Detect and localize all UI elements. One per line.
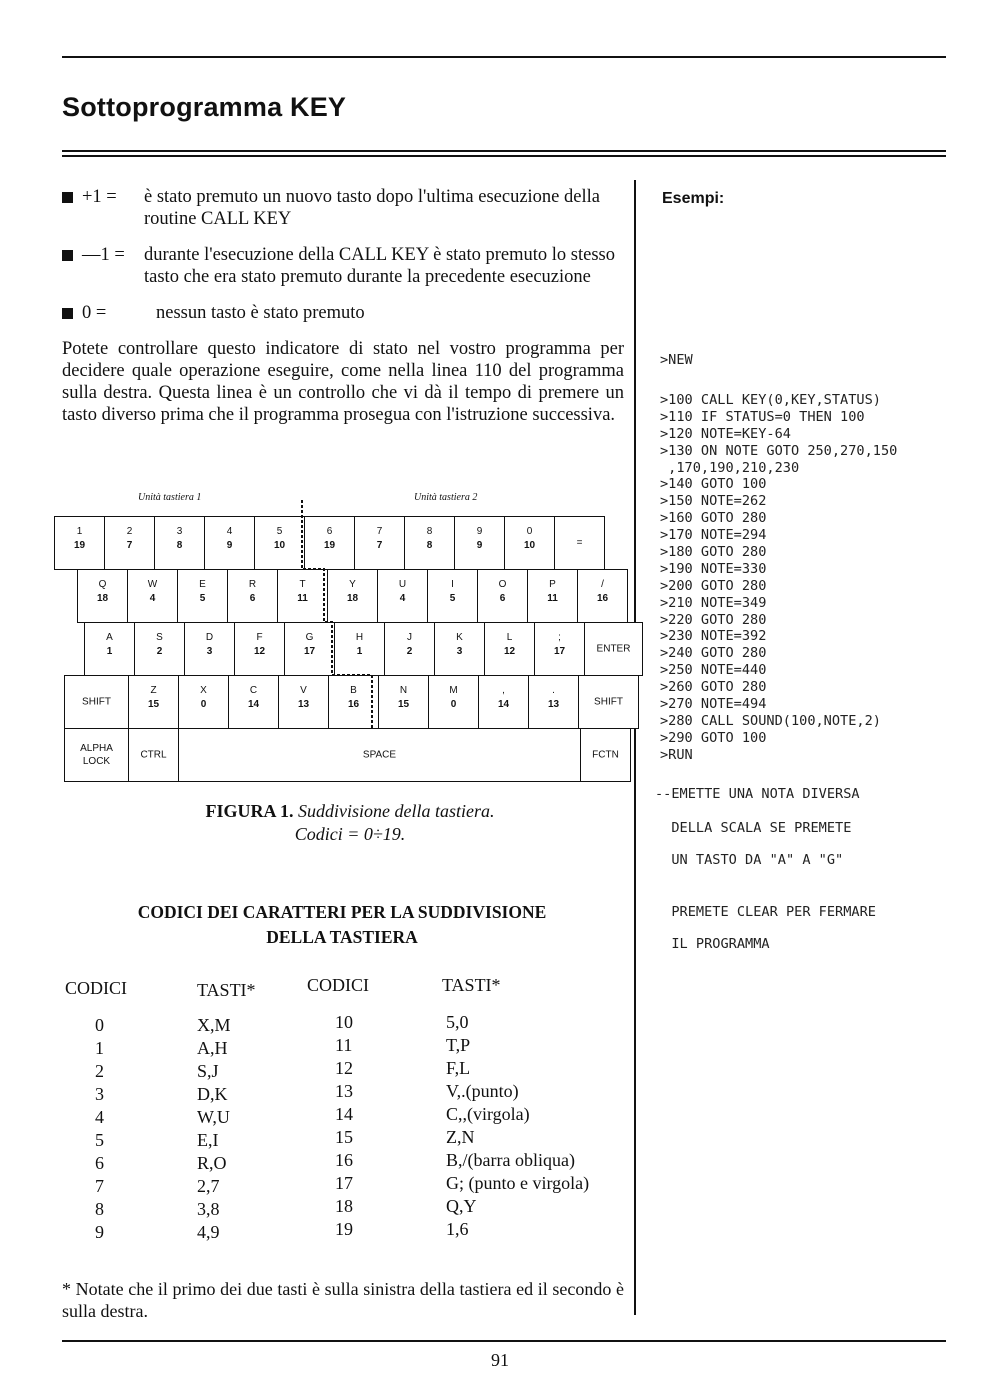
table-cell-keys: R,O — [197, 1153, 227, 1173]
key-1-4 — [277, 569, 328, 623]
table-cell-keys: G; (punto e virgola) — [446, 1173, 590, 1193]
key-label: ENTER — [596, 643, 631, 655]
key-code: 19 — [323, 540, 336, 551]
table-cell-keys: 1,6 — [446, 1219, 469, 1239]
table-cell-code: 3 — [95, 1084, 104, 1104]
key-label: 5 — [276, 526, 283, 537]
key-2-8 — [484, 622, 535, 676]
key-1-6 — [377, 569, 428, 623]
key-label: C — [249, 685, 258, 696]
key-3-6 — [378, 675, 429, 729]
key-code: 16 — [596, 593, 609, 604]
right-codes-column — [335, 1011, 353, 1241]
square-bullet-icon — [62, 250, 73, 261]
code-line: >260 GOTO 280 — [660, 679, 767, 696]
key-2-5 — [334, 622, 385, 676]
key-code: 1 — [356, 646, 363, 657]
key-code: 9 — [476, 540, 483, 551]
page-title: Sottoprogramma KEY — [62, 92, 347, 122]
bullet-zero — [62, 302, 624, 324]
key-2-1 — [134, 622, 185, 676]
key-label: L — [506, 632, 513, 643]
table-cell-code: 8 — [95, 1199, 104, 1219]
key-code: 12 — [253, 646, 266, 657]
code-line: >240 GOTO 280 — [660, 645, 767, 662]
key-code: 7 — [126, 540, 133, 551]
key-code: 6 — [249, 593, 256, 604]
table-cell-code: 16 — [335, 1150, 353, 1170]
title-rule-1 — [62, 150, 946, 152]
key-label: U — [398, 579, 407, 590]
key-0-8 — [454, 516, 505, 570]
table-cell-keys: D,K — [197, 1084, 228, 1104]
col-header-tasti-2: TASTI* — [442, 975, 501, 995]
col-header-tasti-1: TASTI* — [197, 980, 256, 1000]
table-cell-keys: 5,0 — [446, 1012, 469, 1032]
key-code: 18 — [346, 593, 359, 604]
table-cell-code: 14 — [335, 1104, 353, 1124]
key-0-7 — [404, 516, 455, 570]
table-cell-keys: 4,9 — [197, 1222, 220, 1242]
key-label: 7 — [376, 526, 383, 537]
key-code: 13 — [547, 699, 560, 710]
table-cell-keys: S,J — [197, 1061, 219, 1081]
key-label: M — [449, 685, 458, 696]
key-label: V — [300, 685, 307, 696]
table-cell-code: 17 — [335, 1173, 353, 1193]
key-code: 0 — [450, 699, 457, 710]
key-2-3 — [234, 622, 285, 676]
code-line: >250 NOTE=440 — [660, 662, 767, 679]
square-bullet-icon — [62, 192, 73, 203]
caption-text: Suddivisione della tastiera. — [298, 801, 495, 821]
bullet-plus-one — [62, 186, 624, 230]
key-label: = — [576, 537, 583, 549]
output-line: PREMETE CLEAR PER FERMARE — [655, 904, 876, 920]
key-4-2 — [178, 728, 581, 782]
key-3-0 — [64, 675, 129, 729]
key-label: K — [456, 632, 463, 643]
table-cell-keys: F,L — [446, 1058, 471, 1078]
bottom-rule — [62, 1340, 946, 1342]
key-label: SPACE — [362, 749, 397, 761]
key-2-10 — [584, 622, 643, 676]
key-label: H — [355, 632, 364, 643]
table-cell-code: 2 — [95, 1061, 104, 1081]
table-heading-line-1: CODICI DEI CARATTERI PER LA SUDDIVISIONE — [137, 902, 547, 922]
key-code: 15 — [147, 699, 160, 710]
key-0-6 — [354, 516, 405, 570]
key-code: 15 — [397, 699, 410, 710]
key-code: 19 — [73, 540, 86, 551]
table-cell-code: 9 — [95, 1222, 104, 1242]
key-2-7 — [434, 622, 485, 676]
key-3-8 — [478, 675, 529, 729]
code-line: >RUN — [660, 746, 693, 763]
key-3-10 — [578, 675, 639, 729]
table-cell-code: 4 — [95, 1107, 104, 1127]
key-2-4 — [284, 622, 335, 676]
code-line: >190 NOTE=330 — [660, 560, 767, 577]
key-label: J — [407, 632, 412, 643]
top-rule — [62, 56, 946, 58]
key-label: 0 — [526, 526, 533, 537]
key-code: 7 — [376, 540, 383, 551]
table-cell-keys: C,,(virgola) — [446, 1104, 530, 1124]
table-cell-code: 0 — [95, 1015, 104, 1035]
key-label: F — [256, 632, 263, 643]
table-cell-keys: A,H — [197, 1038, 228, 1058]
key-3-3 — [228, 675, 279, 729]
code-line: >170 NOTE=294 — [660, 527, 767, 544]
bullet-sign: 0 = — [82, 303, 107, 323]
key-3-4 — [278, 675, 329, 729]
table-cell-keys: 3,8 — [197, 1199, 220, 1219]
figure-caption — [150, 800, 550, 846]
key-label: CTRL — [140, 749, 167, 761]
code-line: >100 CALL KEY(0,KEY,STATUS) — [660, 392, 881, 408]
key-label: ALPHA LOCK — [80, 743, 113, 767]
key-1-2 — [177, 569, 228, 623]
table-cell-code: 18 — [335, 1196, 353, 1216]
table-cell-keys: Q,Y — [446, 1196, 477, 1216]
key-label: 3 — [176, 526, 183, 537]
key-code: 8 — [176, 540, 183, 551]
key-code: 2 — [156, 646, 163, 657]
key-0-9 — [504, 516, 555, 570]
key-label: G — [305, 632, 314, 643]
key-1-1 — [127, 569, 178, 623]
code-line: >280 CALL SOUND(100,NOTE,2) — [660, 712, 881, 729]
key-label: 2 — [126, 526, 133, 537]
key-code: 14 — [497, 699, 510, 710]
program-listing — [660, 392, 897, 764]
unit-label-1: Unità tastiera 1 — [138, 492, 202, 503]
key-0-1 — [104, 516, 155, 570]
output-line: --EMETTE UNA NOTA DIVERSA — [655, 786, 860, 802]
table-cell-code: 11 — [335, 1035, 353, 1055]
footnote: * Notate che il primo dei due tasti è sulla sinistra della tastiera ed il secondo è sulla destra. — [62, 1279, 624, 1321]
key-code: 17 — [303, 646, 316, 657]
key-label: Q — [98, 579, 107, 590]
key-label: 8 — [426, 526, 433, 537]
key-label: B — [350, 685, 357, 696]
key-label: 9 — [476, 526, 483, 537]
key-0-2 — [154, 516, 205, 570]
key-1-7 — [427, 569, 478, 623]
key-code: 16 — [347, 699, 360, 710]
key-label: E — [199, 579, 206, 590]
key-code: 17 — [553, 646, 566, 657]
key-label: SHIFT — [82, 696, 111, 708]
key-label: S — [156, 632, 163, 643]
key-label: A — [106, 632, 113, 643]
code-line: >160 GOTO 280 — [660, 510, 767, 527]
key-3-7 — [428, 675, 479, 729]
key-3-1 — [128, 675, 179, 729]
key-label: SHIFT — [594, 696, 623, 708]
key-label: , — [502, 685, 505, 696]
table-cell-keys: X,M — [197, 1015, 231, 1035]
key-code: 9 — [226, 540, 233, 551]
key-label: X — [200, 685, 207, 696]
examples-heading: Esempi: — [662, 190, 725, 207]
new-command: >NEW — [660, 352, 693, 368]
bullet-sign: +1 = — [82, 187, 117, 207]
table-cell-keys: W,U — [197, 1107, 230, 1127]
key-code: 1 — [106, 646, 113, 657]
col-header-codici-2: CODICI — [307, 975, 369, 995]
key-code: 5 — [449, 593, 456, 604]
key-0-0 — [54, 516, 105, 570]
right-keys-column — [446, 1011, 589, 1241]
code-line: >180 GOTO 280 — [660, 544, 767, 561]
code-line: >230 NOTE=392 — [660, 628, 767, 645]
code-line: >210 NOTE=349 — [660, 594, 767, 611]
code-line: >200 GOTO 280 — [660, 577, 767, 594]
key-3-2 — [178, 675, 229, 729]
key-label: P — [549, 579, 556, 590]
col-header-codici-1: CODICI — [65, 978, 127, 998]
caption-label: FIGURA 1. — [205, 801, 294, 821]
output-line: IL PROGRAMMA — [655, 936, 770, 952]
key-code: 10 — [273, 540, 286, 551]
key-code: 4 — [399, 593, 406, 604]
code-line: >110 IF STATUS=0 THEN 100 — [660, 408, 865, 425]
column-divider — [634, 180, 636, 1315]
key-code: 4 — [149, 593, 156, 604]
key-label: Y — [349, 579, 356, 590]
key-code: 8 — [426, 540, 433, 551]
key-4-0 — [64, 728, 129, 782]
key-1-8 — [477, 569, 528, 623]
table-cell-keys: T,P — [446, 1035, 471, 1055]
key-label: N — [399, 685, 408, 696]
table-cell-keys: B,/(barra obliqua) — [446, 1150, 575, 1170]
code-line: >120 NOTE=KEY-64 — [660, 425, 791, 442]
key-label: FCTN — [592, 749, 619, 761]
table-cell-code: 12 — [335, 1058, 353, 1078]
key-label: D — [205, 632, 214, 643]
key-2-0 — [84, 622, 135, 676]
key-1-5 — [327, 569, 378, 623]
key-label: 4 — [226, 526, 233, 537]
key-label: T — [299, 579, 306, 590]
code-line: >290 GOTO 100 — [660, 729, 767, 746]
key-code: 0 — [200, 699, 207, 710]
code-line: >140 GOTO 100 — [660, 476, 767, 493]
table-heading-line-2: DELLA TASTIERA — [266, 927, 418, 947]
key-2-9 — [534, 622, 585, 676]
key-code: 5 — [199, 593, 206, 604]
output-line: DELLA SCALA SE PREMETE — [655, 820, 852, 836]
key-3-9 — [528, 675, 579, 729]
key-label: O — [498, 579, 507, 590]
key-4-1 — [128, 728, 179, 782]
key-4-3 — [580, 728, 631, 782]
bullet-text: durante l'esecuzione della CALL KEY è stato premuto lo stesso tasto che era stato premuto durante la precedente esecuzione — [144, 245, 616, 287]
key-label: Z — [150, 685, 157, 696]
bullet-text: è stato premuto un nuovo tasto dopo l'ultima esecuzione della routine CALL KEY — [144, 187, 600, 229]
bullet-text: nessun tasto è stato premuto — [156, 303, 365, 323]
table-cell-code: 7 — [95, 1176, 104, 1196]
code-line: >130 ON NOTE GOTO 250,270,150 — [660, 442, 898, 459]
key-code: 14 — [247, 699, 260, 710]
left-keys-column — [197, 1014, 231, 1244]
table-cell-code: 5 — [95, 1130, 104, 1150]
key-label: ; — [558, 632, 561, 643]
key-label: / — [601, 579, 604, 590]
key-label: 6 — [326, 526, 333, 537]
keyboard-diagram — [54, 490, 631, 780]
table-heading — [62, 900, 622, 950]
key-code: 18 — [96, 593, 109, 604]
table-cell-keys: Z,N — [446, 1127, 475, 1147]
table-cell-keys: E,I — [197, 1130, 219, 1150]
key-code: 6 — [499, 593, 506, 604]
key-0-3 — [204, 516, 255, 570]
key-2-2 — [184, 622, 235, 676]
table-cell-code: 1 — [95, 1038, 104, 1058]
key-3-5 — [328, 675, 379, 729]
key-1-0 — [77, 569, 128, 623]
key-2-6 — [384, 622, 435, 676]
code-line: >270 NOTE=494 — [660, 696, 767, 713]
output-line: UN TASTO DA "A" A "G" — [655, 852, 844, 868]
key-code: 3 — [206, 646, 213, 657]
key-code: 11 — [297, 593, 308, 604]
bullet-minus-one — [62, 244, 624, 288]
key-1-10 — [577, 569, 628, 623]
key-label: 1 — [76, 526, 83, 537]
key-code: 12 — [503, 646, 516, 657]
page-number: 91 — [491, 1350, 509, 1370]
bullet-sign: —1 = — [82, 245, 125, 265]
key-label: R — [248, 579, 257, 590]
unit-label-2: Unità tastiera 2 — [414, 492, 478, 503]
key-0-4 — [254, 516, 305, 570]
key-code: 13 — [297, 699, 310, 710]
key-code: 3 — [456, 646, 463, 657]
key-0-10 — [554, 516, 605, 570]
left-column — [62, 186, 624, 426]
table-cell-code: 6 — [95, 1153, 104, 1173]
table-cell-code: 13 — [335, 1081, 353, 1101]
title-rule-2 — [62, 155, 946, 157]
key-code: 2 — [406, 646, 413, 657]
code-line: ,170,190,210,230 — [660, 459, 800, 476]
key-label: . — [552, 685, 555, 696]
table-cell-code: 10 — [335, 1012, 353, 1032]
key-1-3 — [227, 569, 278, 623]
body-paragraph: Potete controllare questo indicatore di stato nel vostro programma per decidere quale operazione eseguire, come nella linea 110 del programma sulla destra. Questa linea è un controllo che vi dà il tempo di premere un tasto diverso prima che il programma prosegua con l'istruzione successiva. — [62, 339, 624, 425]
code-line: >150 NOTE=262 — [660, 493, 767, 510]
table-cell-code: 19 — [335, 1219, 353, 1239]
caption-codes: Codici = 0÷19. — [294, 824, 406, 844]
table-cell-keys: V,.(punto) — [446, 1081, 519, 1101]
key-label: W — [147, 579, 158, 590]
code-line: >220 GOTO 280 — [660, 611, 767, 628]
table-cell-code: 15 — [335, 1127, 353, 1147]
left-codes-column — [95, 1014, 104, 1244]
key-label: I — [451, 579, 454, 590]
key-code: 10 — [523, 540, 536, 551]
key-code: 11 — [547, 593, 558, 604]
square-bullet-icon — [62, 308, 73, 319]
key-0-5 — [304, 516, 355, 570]
key-1-9 — [527, 569, 578, 623]
table-cell-keys: 2,7 — [197, 1176, 220, 1196]
